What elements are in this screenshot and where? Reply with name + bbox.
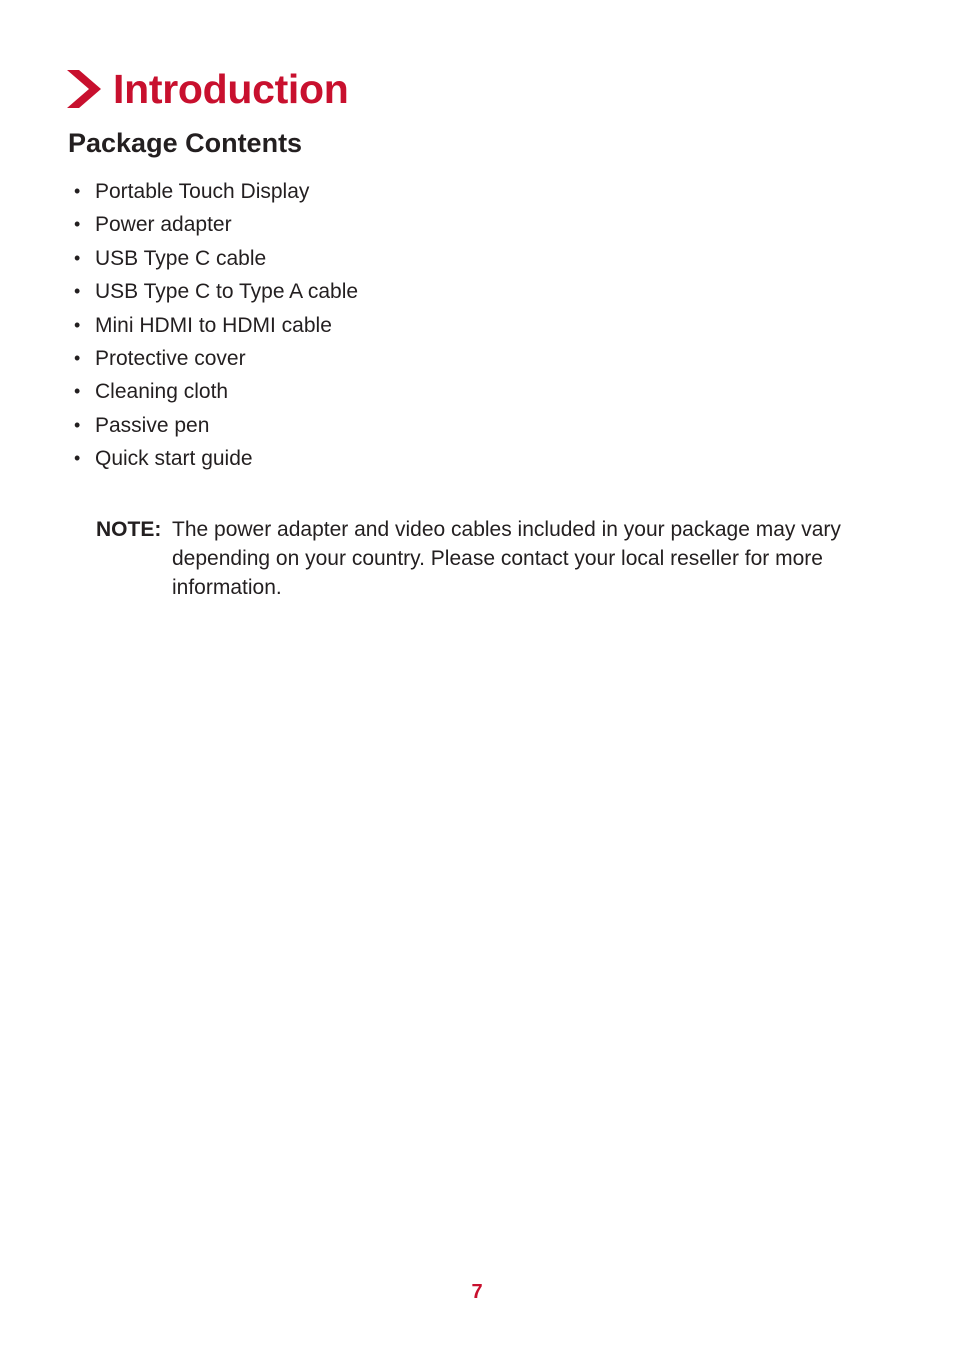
bullet-icon: • (74, 281, 81, 302)
note-block (96, 515, 886, 602)
bullet-icon: • (74, 314, 81, 335)
list-item-label: Protective cover (95, 346, 246, 370)
package-contents-list (74, 175, 358, 476)
bullet-icon: • (74, 381, 81, 402)
page-title: Introduction (113, 66, 349, 112)
page-number: 7 (471, 1281, 483, 1303)
list-item-label: Power adapter (95, 213, 232, 237)
list-item (74, 208, 358, 241)
list-item (74, 342, 358, 375)
note-label: NOTE: (96, 518, 162, 541)
list-item (74, 242, 358, 275)
list-item (74, 375, 358, 408)
bullet-icon: • (74, 448, 81, 469)
chevron-right-icon (67, 70, 101, 108)
bullet-icon: • (74, 247, 81, 268)
list-item (74, 409, 358, 442)
note-text: The power adapter and video cables included in your package may vary depending on your country. Please contact your local reseller for more information. (172, 518, 841, 599)
list-item-label: Portable Touch Display (95, 180, 310, 203)
list-item-label: Quick start guide (95, 447, 253, 471)
list-item-label: USB Type C cable (95, 246, 267, 270)
list-item-label: USB Type C to Type A cable (95, 280, 359, 304)
list-item-label: Cleaning cloth (95, 380, 229, 404)
bullet-icon: • (74, 414, 81, 435)
list-item (74, 442, 358, 475)
bullet-icon: • (74, 181, 81, 201)
page-title-row (67, 64, 349, 114)
bullet-icon: • (74, 347, 81, 368)
list-item-label: Passive pen (95, 413, 210, 437)
list-item (74, 175, 358, 208)
bullet-icon: • (74, 214, 81, 235)
list-item-label: Mini HDMI to HDMI cable (95, 313, 332, 337)
list-item (74, 309, 358, 342)
list-item (74, 275, 358, 308)
section-heading: Package Contents (68, 128, 303, 158)
